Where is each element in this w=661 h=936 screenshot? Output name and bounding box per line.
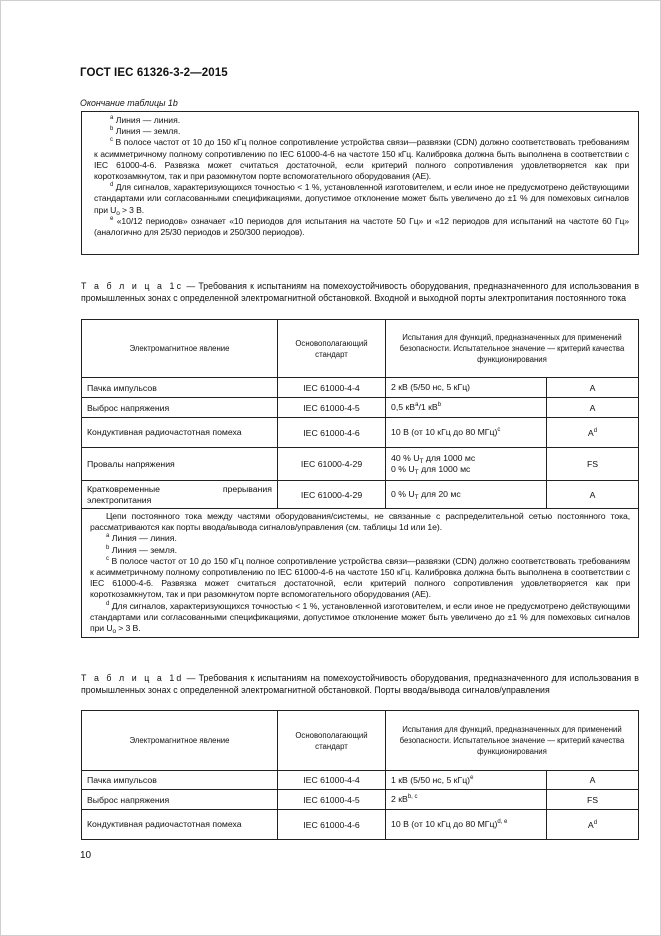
footnote-a: $^a$ Линия — линия. bbox=[106, 533, 177, 544]
table-continuation-label: Окончание таблицы 1b bbox=[80, 98, 178, 108]
table-row: Пачка импульсов IEC 61000-4-4 1 кВ (5/50 нс, 5 кГц)$^e$ A bbox=[82, 771, 639, 790]
table-1c-notes-row bbox=[82, 509, 639, 638]
header-tests: Испытания для функций, предназначенных для применений безопасности. Испытательное значение — критерий качества функционирования bbox=[386, 320, 639, 378]
table-1c-title: — Требования к испытаниям на помехоустойчивость оборудования, предназначенного для использования в промышленных зонах с определенной электромагнитной обстановкой. Входной и выходной порты электропитания постоянного тока bbox=[81, 281, 639, 303]
footnote-e: $^e$ «10/12 периодов» означает «10 периодов для испытания на частоте 50 Гц» и «12 периодов для испытаний на частоте 60 Гц» (аналогично для 25/30 периодов и 250/300 периодов). bbox=[94, 215, 629, 238]
footnote-b: $^b$ Линия — земля. bbox=[110, 126, 181, 137]
footnote-d: $^d$ Для сигналов, характеризующихся точностью < 1 %, установленной изготовителем, и если иное не предусмотрено действующими стандартами или согласованными спецификациями, допустимое отклонение может быть увеличено до ±1 % для помеховых сигналов при $U_o > 3$ В. bbox=[94, 182, 629, 217]
table-row: Выброс напряжения IEC 61000-4-5 0,5 $кВ^a/1$ $кВ^b$ A bbox=[82, 398, 639, 418]
table-row: Кондуктивная радиочастотная помеха IEC 61000-4-6 10 В (от 10 кГц до 80 МГц)$^c$ $A^d$ bbox=[82, 418, 639, 448]
table-1d-title: — Требования к испытаниям на помехоустойчивость оборудования, предназначенного для использования в промышленных зонах с определенной электромагнитной обстановкой. Порты ввода/вывода сигналов/управления bbox=[81, 673, 639, 695]
page-number: 10 bbox=[80, 850, 92, 861]
table-row: Провалы напряжения IEC 61000-4-29 40 % $U_T$ для 1000 мс 0 % $U_T$ для 1000 мс FS bbox=[82, 448, 639, 481]
header-phenomenon: Электромагнитное явление bbox=[82, 711, 278, 771]
table-1c-label: Т а б л и ц а 1с bbox=[81, 281, 184, 291]
header-phenomenon: Электромагнитное явление bbox=[82, 320, 278, 378]
table-1c-caption bbox=[81, 281, 639, 304]
footnote-d: $^d$ Для сигналов, характеризующихся точностью < 1 %, установленной изготовителем, и если иное не предусмотрено действующими стандартами или согласованными спецификациями, допустимое отклонение может быть увеличено до ±1 % для помеховых сигналов при $U_o > 3$ В. bbox=[90, 600, 630, 636]
document-header: ГОСТ IEC 61326-3-2—2015 bbox=[80, 67, 228, 79]
table-1c bbox=[81, 319, 639, 638]
table-1d-caption bbox=[81, 673, 639, 696]
footnote-a: $^a$ Линия — линия. bbox=[110, 115, 181, 125]
header-standard: Основополагающий стандарт bbox=[278, 711, 386, 771]
table-1d bbox=[81, 710, 639, 840]
footnote-b: $^b$ Линия — земля. bbox=[106, 544, 178, 555]
table-1b-notes bbox=[81, 111, 639, 255]
header-tests: Испытания для функций, предназначенных для применений безопасности. Испытательное значение — критерий качества функционирования bbox=[386, 711, 639, 771]
table-1d-label: Т а б л и ц а 1d bbox=[81, 673, 184, 683]
footnote-c: $^c$ В полосе частот от 10 до 150 кГц полное сопротивление устройства связи—развязки (CDN) должно соответствовать требованиям к асимметричному полному сопротивлению по IEC 61000-4-6 на частоте 150 кГц. Калибровка должна быть выполнена в соответствии с IEC 61000-4-6. Развязка может считаться достаточной, если критерий полного сопротивления удовлетворяется как при короткозамкнутом, так и при разомкнутом порте вспомогательного оборудования (AE). bbox=[90, 555, 631, 600]
header-standard: Основополагающий стандарт bbox=[278, 320, 386, 378]
footnote-c: $^c$ В полосе частот от 10 до 150 кГц полное сопротивление устройства связи—развязки (CDN) должно соответствовать требованиям к асимметричному полному сопротивлению по IEC 61000-4-6 на частоте 150 кГц. Калибровка должна быть выполнена в соответствии с IEC 61000-4-6. Развязка может считаться достаточной, если критерий полного сопротивления удовлетворяется как при короткозамкнутом, так и при разомкнутом порте вспомогательного оборудования (AE). bbox=[94, 137, 629, 182]
table-row: Выброс напряжения IEC 61000-4-5 2 кВ$^{b, c}$ FS bbox=[82, 790, 639, 810]
notes-intro: Цепи постоянного тока между частями оборудования/системы, не связанные с распределительной сетью постоянного тока, рассматриваются как порты ввода/вывода сигналов/управления (см. таблицы 1d или 1e). bbox=[90, 511, 630, 533]
table-row: Пачка импульсов IEC 61000-4-4 2 кВ (5/50 нс, 5 кГц) A bbox=[82, 378, 639, 398]
table-row: Кондуктивная радиочастотная помеха IEC 61000-4-6 10 В (от 10 кГц до 80 МГц)$^{d, e}$ $A^d$ bbox=[82, 810, 639, 840]
table-row: Кратковременные прерывания электропитания IEC 61000-4-29 0 % $U_T$ для 20 мс A bbox=[82, 481, 639, 509]
